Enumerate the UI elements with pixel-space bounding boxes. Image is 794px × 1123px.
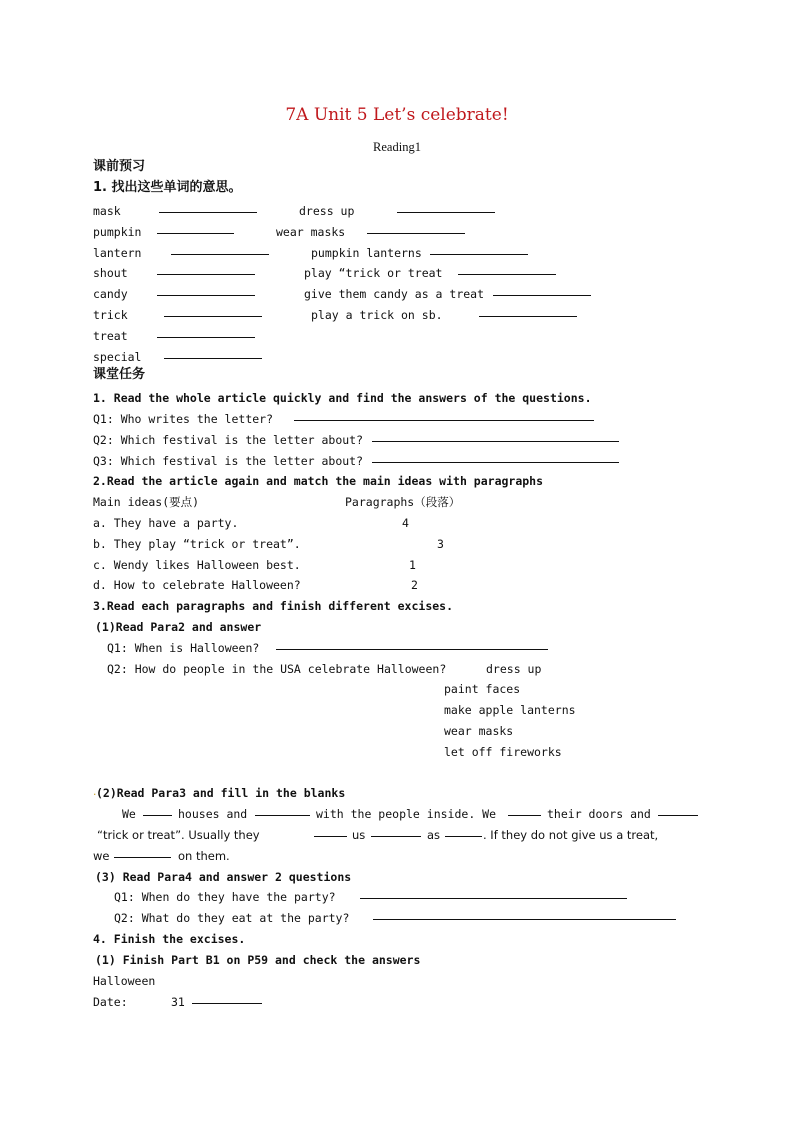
preview-task1: 1. 找出这些单词的意思。 bbox=[93, 180, 242, 195]
part3-q1: Q1: When do they have the party? bbox=[114, 890, 336, 904]
fill-text: as bbox=[427, 828, 441, 842]
answer-blank[interactable] bbox=[458, 263, 556, 279]
vocab-item: treat bbox=[93, 329, 128, 343]
idea-item: a. They have a party. bbox=[93, 516, 239, 530]
fill-blank[interactable] bbox=[143, 804, 172, 820]
classwork-heading: 课堂任务 bbox=[93, 367, 146, 382]
answer-blank[interactable] bbox=[493, 284, 591, 300]
fill-blank[interactable] bbox=[371, 825, 421, 841]
fill-text: We bbox=[122, 807, 136, 821]
classwork-task4: 4. Finish the excises. bbox=[93, 932, 246, 946]
date-label: Date: bbox=[93, 995, 128, 1009]
answer-blank[interactable] bbox=[171, 243, 269, 259]
part3-q2: Q2: What do they eat at the party? bbox=[114, 911, 350, 925]
option-item: make apple lanterns bbox=[444, 703, 576, 717]
answer-blank[interactable] bbox=[276, 638, 548, 654]
fill-blank[interactable] bbox=[255, 804, 310, 820]
fill-blank[interactable] bbox=[114, 846, 171, 862]
question-q2: Q2: Which festival is the letter about? bbox=[93, 433, 364, 447]
fill-blank[interactable] bbox=[445, 825, 482, 841]
answer-blank[interactable] bbox=[360, 887, 627, 903]
fill-text: us bbox=[352, 828, 366, 842]
para-number: 4 bbox=[402, 516, 409, 530]
answer-blank[interactable] bbox=[372, 430, 619, 446]
classwork-task2: 2.Read the article again and match the main ideas with paragraphs bbox=[93, 474, 544, 488]
part1-q1: Q1: When is Halloween? bbox=[107, 641, 260, 655]
para-number: 2 bbox=[411, 578, 418, 592]
question-q3: Q3: Which festival is the letter about? bbox=[93, 454, 364, 468]
answer-blank[interactable] bbox=[164, 305, 262, 321]
part1-q2: Q2: How do people in the USA celebrate Halloween? bbox=[107, 662, 447, 676]
task4-part1: (1) Finish Part B1 on P59 and check the answers bbox=[95, 953, 421, 967]
page-title: 7A Unit 5 Let’s celebrate! bbox=[285, 105, 509, 125]
answer-blank[interactable] bbox=[397, 201, 495, 217]
answer-blank[interactable] bbox=[372, 451, 619, 467]
answer-blank[interactable] bbox=[157, 263, 255, 279]
fill-text: on them. bbox=[178, 849, 230, 863]
vocab-item: play a trick on sb. bbox=[311, 308, 443, 322]
part3-heading: (3) Read Para4 and answer 2 questions bbox=[95, 870, 352, 884]
vocab-item: play “trick or treat bbox=[304, 266, 443, 280]
answer-blank[interactable] bbox=[164, 347, 262, 363]
classwork-task3: 3.Read each paragraphs and finish different excises. bbox=[93, 599, 454, 613]
option-item: wear masks bbox=[444, 724, 514, 738]
question-q1: Q1: Who writes the letter? bbox=[93, 412, 274, 426]
vocab-item: wear masks bbox=[276, 225, 346, 239]
answer-blank[interactable] bbox=[367, 222, 465, 238]
vocab-item: trick bbox=[93, 308, 128, 322]
vocab-item: shout bbox=[93, 266, 128, 280]
vocab-item: pumpkin bbox=[93, 225, 142, 239]
part1-heading: (1)Read Para2 and answer bbox=[95, 620, 262, 634]
answer-blank[interactable] bbox=[373, 908, 676, 924]
option-item: let off fireworks bbox=[444, 745, 562, 759]
vocab-item: pumpkin lanterns bbox=[311, 246, 422, 260]
answer-blank[interactable] bbox=[430, 243, 528, 259]
part2-heading: (2)Read Para3 and fill in the blanks bbox=[96, 786, 346, 800]
paragraphs-header: Paragraphs（段落） bbox=[345, 495, 461, 509]
preview-heading: 课前预习 bbox=[93, 159, 146, 174]
fill-text: we bbox=[93, 849, 110, 863]
vocab-item: lantern bbox=[93, 246, 142, 260]
vocab-item: give them candy as a treat bbox=[304, 287, 485, 301]
fill-text: houses and bbox=[178, 807, 248, 821]
fill-text: their doors and bbox=[547, 807, 651, 821]
answer-blank[interactable] bbox=[159, 201, 257, 217]
date-blank[interactable] bbox=[192, 992, 262, 1008]
fill-text: . If they do not give us a treat, bbox=[483, 828, 659, 842]
main-ideas-header: Main ideas(要点) bbox=[93, 495, 200, 509]
answer-blank[interactable] bbox=[479, 305, 577, 321]
vocab-item: dress up bbox=[299, 204, 355, 218]
fill-text: with the people inside. We bbox=[316, 807, 497, 821]
fill-blank[interactable] bbox=[658, 804, 698, 820]
vocab-item: candy bbox=[93, 287, 128, 301]
fill-blank[interactable] bbox=[508, 804, 541, 820]
fill-text: “trick or treat”. Usually they bbox=[97, 828, 260, 842]
classwork-task1: 1. Read the whole article quickly and find the answers of the questions. bbox=[93, 391, 592, 405]
vocab-item: special bbox=[93, 350, 142, 364]
idea-item: d. How to celebrate Halloween? bbox=[93, 578, 301, 592]
date-value: 31 bbox=[171, 995, 185, 1009]
option-item: paint faces bbox=[444, 682, 521, 696]
vocab-item: mask bbox=[93, 204, 121, 218]
page-subtitle: Reading1 bbox=[373, 140, 421, 154]
halloween-label: Halloween bbox=[93, 974, 156, 988]
para-number: 1 bbox=[409, 558, 416, 572]
answer-blank[interactable] bbox=[157, 326, 255, 342]
fill-blank[interactable] bbox=[314, 825, 347, 841]
answer-blank[interactable] bbox=[157, 284, 255, 300]
answer-blank[interactable] bbox=[157, 222, 234, 238]
para-number: 3 bbox=[437, 537, 444, 551]
idea-item: b. They play “trick or treat”. bbox=[93, 537, 301, 551]
decorative-dot: . bbox=[92, 788, 98, 798]
idea-item: c. Wendy likes Halloween best. bbox=[93, 558, 301, 572]
option-item: dress up bbox=[486, 662, 542, 676]
answer-blank[interactable] bbox=[294, 409, 594, 425]
